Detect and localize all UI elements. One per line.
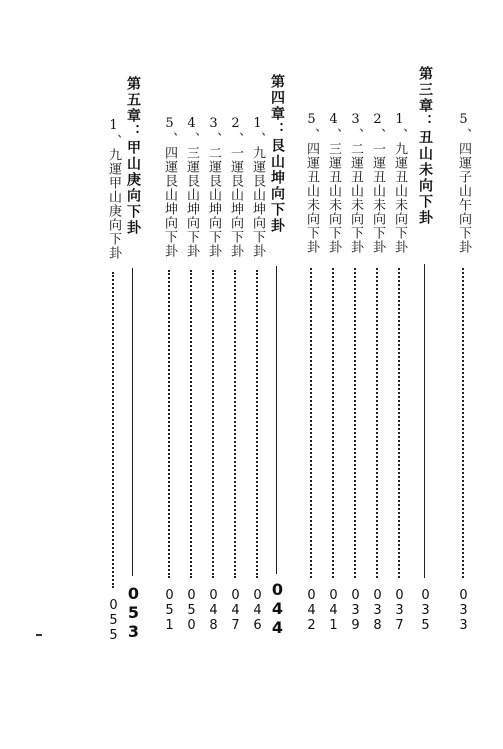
toc-entry-title: 3、二運丑山未向下卦: [348, 112, 363, 254]
toc-leader: [234, 270, 236, 578]
toc-chapter-title: 第五章：甲山庚向下卦: [125, 76, 141, 236]
toc-leader: [190, 270, 192, 578]
toc-leader: [212, 270, 214, 578]
scan-mark: [36, 634, 42, 636]
toc-entry-title: 3、二運艮山坤向下卦: [206, 116, 221, 258]
toc-entry-title: 5、四運丑山未向下卦: [304, 112, 319, 254]
toc-entry-page: 041: [326, 588, 341, 633]
toc-entry-title: 4、三運丑山未向下卦: [326, 112, 341, 254]
toc-leader: [462, 268, 464, 578]
toc-entry-page: 039: [348, 588, 363, 633]
toc-entry-title: 1、九運甲山庚向下卦: [106, 118, 121, 260]
toc-entry-page: 051: [162, 588, 177, 633]
toc-chapter-page: 044: [268, 580, 287, 637]
toc-entry-page: 042: [304, 588, 319, 633]
toc-leader: [276, 266, 277, 574]
toc-chapter-page: 053: [124, 584, 143, 641]
toc-leader: [168, 270, 170, 578]
toc-leader: [132, 268, 133, 576]
toc-entry-title: 1、九運艮山坤向下卦: [250, 116, 265, 258]
toc-leader: [332, 268, 334, 578]
toc-entry-title: 2、一運艮山坤向下卦: [228, 116, 243, 258]
toc-entry-page: 055: [106, 598, 121, 643]
toc-chapter-page: 035: [418, 588, 433, 633]
toc-leader: [310, 268, 312, 578]
toc-entry-page: 048: [206, 588, 221, 633]
toc-chapter-title: 第四章：艮山坤向下卦: [269, 74, 285, 234]
toc-leader: [398, 268, 400, 578]
toc-entry-page: 037: [392, 588, 407, 633]
toc-leader: [256, 270, 258, 578]
toc-entry-title: 5、四運子山午向下卦: [456, 112, 471, 254]
toc-entry-page: 033: [456, 588, 471, 633]
toc-entry-title: 2、一運丑山未向下卦: [370, 112, 385, 254]
toc-leader: [376, 268, 378, 578]
toc-leader: [424, 264, 425, 578]
toc-entry-page: 050: [184, 588, 199, 633]
toc-entry-title: 1、九運丑山未向下卦: [392, 112, 407, 254]
toc-leader: [354, 268, 356, 578]
toc-entry-title: 5、四運艮山坤向下卦: [162, 116, 177, 258]
toc-entry-page: 046: [250, 588, 265, 633]
toc-leader: [112, 272, 114, 588]
toc-entry-title: 4、三運艮山坤向下卦: [184, 116, 199, 258]
toc-entry-page: 047: [228, 588, 243, 633]
toc-chapter-title: 第三章：丑山未向下卦: [417, 66, 433, 226]
toc-entry-page: 038: [370, 588, 385, 633]
